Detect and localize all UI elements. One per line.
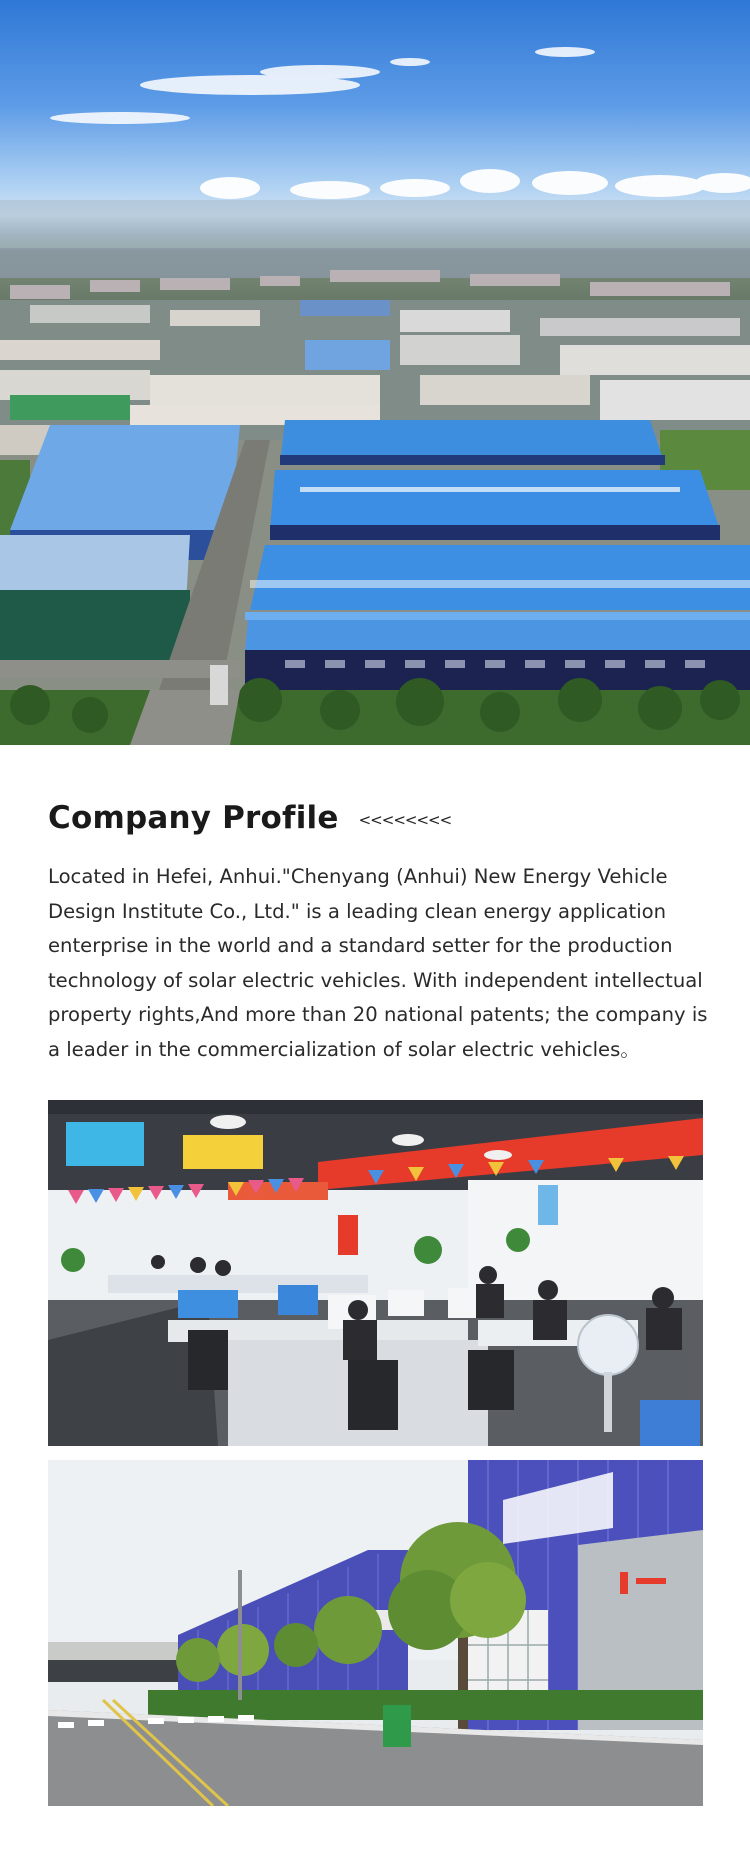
- section-heading: [48, 800, 451, 836]
- heading-decoration: <<<<<<<<: [358, 811, 452, 829]
- page-title: Company Profile: [48, 800, 339, 836]
- factory-building-image: [48, 1460, 703, 1806]
- aerial-industrial-park-image: [0, 0, 750, 745]
- office-workspace-image: [48, 1100, 703, 1446]
- company-description: Located in Hefei, Anhui."Chenyang (Anhui) New Energy Vehicle Design Institute Co., Ltd." is a leading clean energy application enterprise in the world and a standard setter for the production technology of solar electric vehicles. With independent intellectual property rights,And more than 20 national patents; the company is a leader in the commercialization of solar electric vehicles。: [48, 865, 708, 1061]
